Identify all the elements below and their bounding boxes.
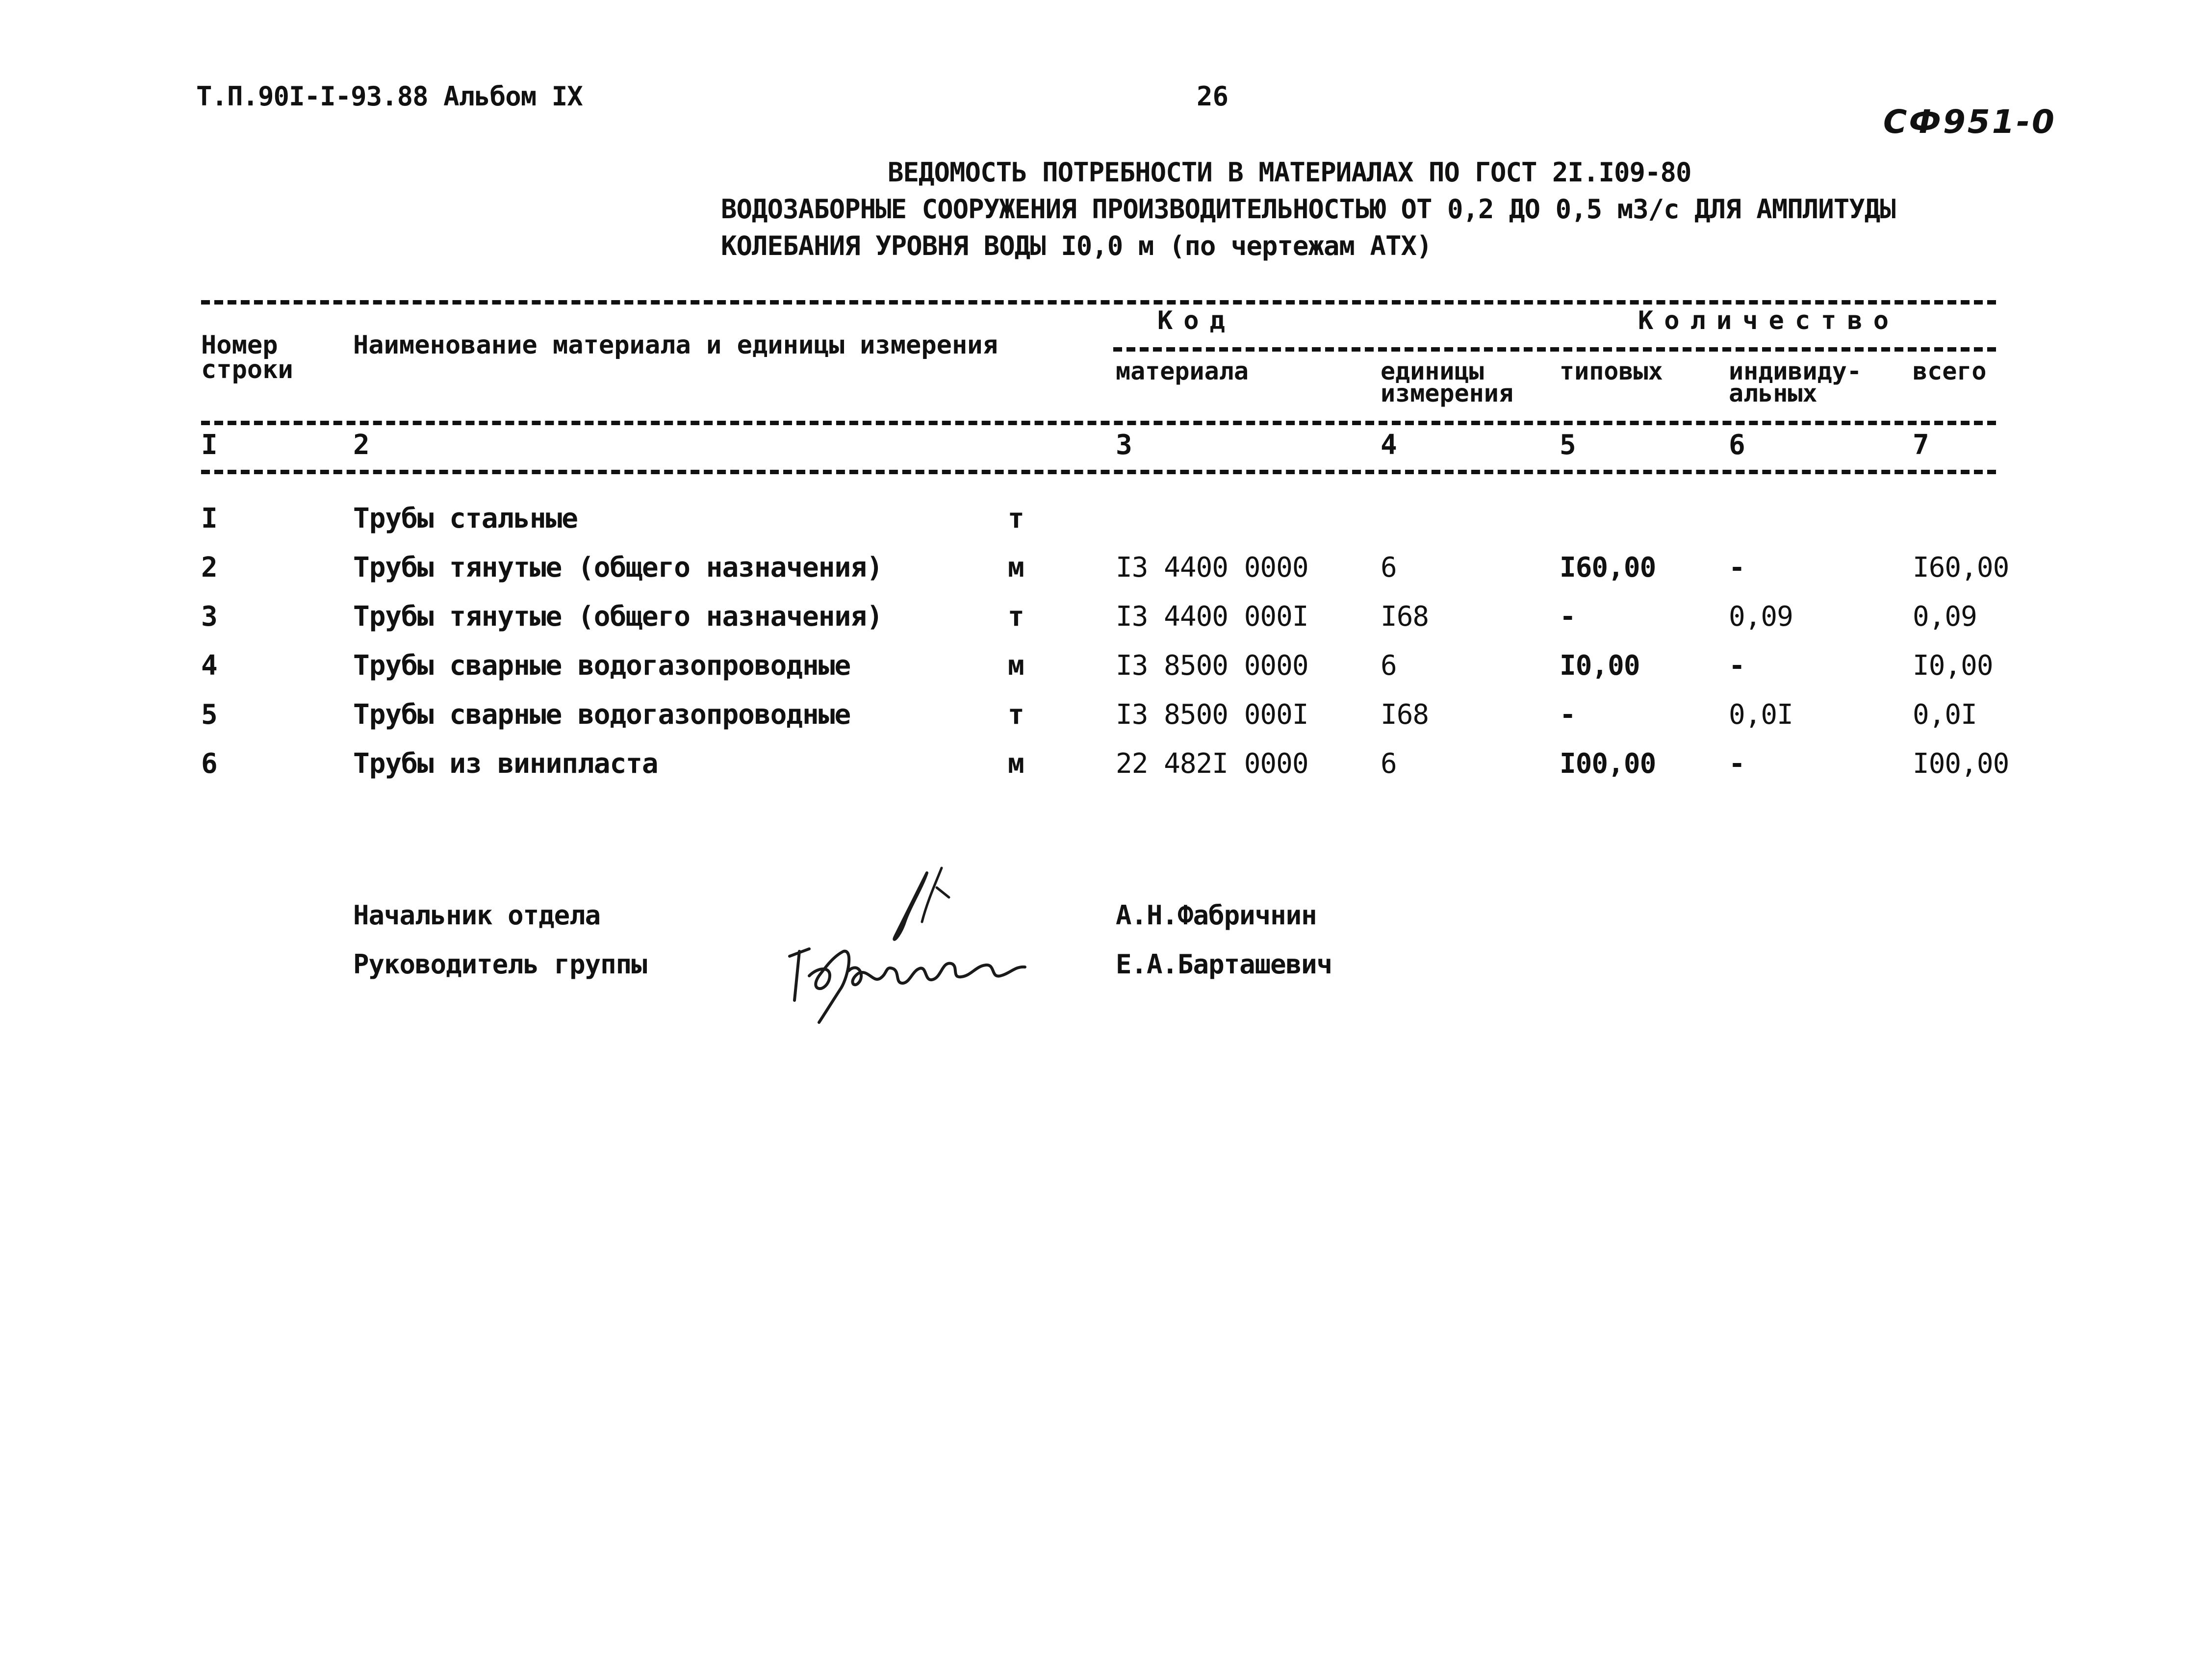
material-code: I3 8500 0000	[1116, 650, 1308, 682]
row-number: 6	[201, 748, 217, 780]
header-unit-line2: измерения	[1381, 379, 1513, 407]
standard-quantity: I60,00	[1560, 552, 1656, 584]
header-bottom-rule	[201, 421, 1996, 425]
unit-code: I68	[1381, 699, 1429, 731]
signature-name-department-head: А.Н.Фабричнин	[1116, 900, 1317, 931]
signature-role-group-leader: Руководитель группы	[353, 949, 647, 980]
material-name: Трубы тянутые (общего назначения)	[353, 601, 883, 633]
individual-quantity: -	[1729, 650, 1745, 682]
unit-code: I68	[1381, 601, 1429, 633]
header-individual-line1: индивиду-	[1729, 357, 1862, 385]
handwritten-code: СФ951-0	[1883, 103, 2056, 141]
column-number-6: 6	[1729, 429, 1745, 461]
unit: т	[1008, 699, 1024, 731]
page-number: 26	[1197, 81, 1229, 112]
total-quantity: I0,00	[1913, 650, 1993, 682]
unit-code: 6	[1381, 552, 1397, 584]
subheader-rule	[1113, 347, 1996, 352]
column-numbers-bottom-rule	[201, 470, 1996, 474]
title-line-1: ВЕДОМОСТЬ ПОТРЕБНОСТИ В МАТЕРИАЛАХ ПО ГОСТ 2I.I09-80	[888, 157, 1691, 188]
unit-code: 6	[1381, 748, 1397, 780]
header-material-code: материала	[1116, 357, 1249, 385]
material-code: I3 4400 000I	[1116, 601, 1308, 633]
row-number: 5	[201, 699, 217, 731]
column-number-4: 4	[1381, 429, 1397, 461]
header-quantity-group: Количество	[1638, 306, 1900, 335]
total-quantity: I60,00	[1913, 552, 2009, 584]
column-number-1: I	[201, 429, 218, 461]
signature-name-group-leader: Е.А.Барташевич	[1116, 949, 1332, 980]
material-name: Трубы стальные	[353, 503, 578, 535]
header-row-number-line2: строки	[201, 355, 293, 384]
material-name: Трубы из винипласта	[353, 748, 658, 780]
header-unit-line1: единицы	[1381, 357, 1484, 385]
material-code: 22 482I 0000	[1116, 748, 1308, 780]
individual-quantity: 0,0I	[1729, 699, 1793, 731]
individual-quantity: 0,09	[1729, 601, 1793, 633]
unit: м	[1008, 650, 1024, 682]
total-quantity: 0,09	[1913, 601, 1977, 633]
individual-quantity: -	[1729, 748, 1745, 780]
material-name: Трубы сварные водогазопроводные	[353, 699, 851, 731]
header-code-group: Код	[1157, 306, 1236, 335]
column-number-2: 2	[353, 429, 370, 461]
header-total: всего	[1913, 357, 1987, 385]
material-name: Трубы сварные водогазопроводные	[353, 650, 851, 682]
row-number: 2	[201, 552, 217, 584]
header-row-number-line1: Номер	[201, 331, 278, 360]
document-reference: Т.П.90I-I-93.88 Альбом IX	[196, 81, 583, 112]
standard-quantity: I00,00	[1560, 748, 1656, 780]
row-number: I	[201, 503, 217, 535]
title-line-2: ВОДОЗАБОРНЫЕ СООРУЖЕНИЯ ПРОИЗВОДИТЕЛЬНОСТЬЮ ОТ 0,2 ДО 0,5 м3/с ДЛЯ АМПЛИТУДЫ	[721, 194, 1895, 225]
total-quantity: I00,00	[1913, 748, 2009, 780]
unit: м	[1008, 748, 1024, 780]
standard-quantity: I0,00	[1560, 650, 1640, 682]
unit: т	[1008, 601, 1024, 633]
material-name: Трубы тянутые (общего назначения)	[353, 552, 883, 584]
material-code: I3 4400 0000	[1116, 552, 1308, 584]
title-line-3: КОЛЕБАНИЯ УРОВНЯ ВОДЫ I0,0 м (по чертежам АТХ)	[721, 230, 1432, 261]
unit: т	[1008, 503, 1024, 535]
handwritten-signature	[780, 853, 1054, 1030]
column-number-3: 3	[1116, 429, 1132, 461]
unit: м	[1008, 552, 1024, 584]
column-number-5: 5	[1560, 429, 1576, 461]
row-number: 3	[201, 601, 217, 633]
header-material-name: Наименование материала и единицы измерения	[353, 331, 998, 360]
header-standard: типовых	[1560, 357, 1663, 385]
material-code: I3 8500 000I	[1116, 699, 1308, 731]
standard-quantity: -	[1560, 601, 1576, 633]
individual-quantity: -	[1729, 552, 1745, 584]
unit-code: 6	[1381, 650, 1397, 682]
header-individual-line2: альных	[1729, 379, 1817, 407]
standard-quantity: -	[1560, 699, 1576, 731]
row-number: 4	[201, 650, 217, 682]
table-top-rule	[201, 300, 1996, 305]
total-quantity: 0,0I	[1913, 699, 1977, 731]
column-number-7: 7	[1913, 429, 1929, 461]
signature-role-department-head: Начальник отдела	[353, 900, 601, 931]
